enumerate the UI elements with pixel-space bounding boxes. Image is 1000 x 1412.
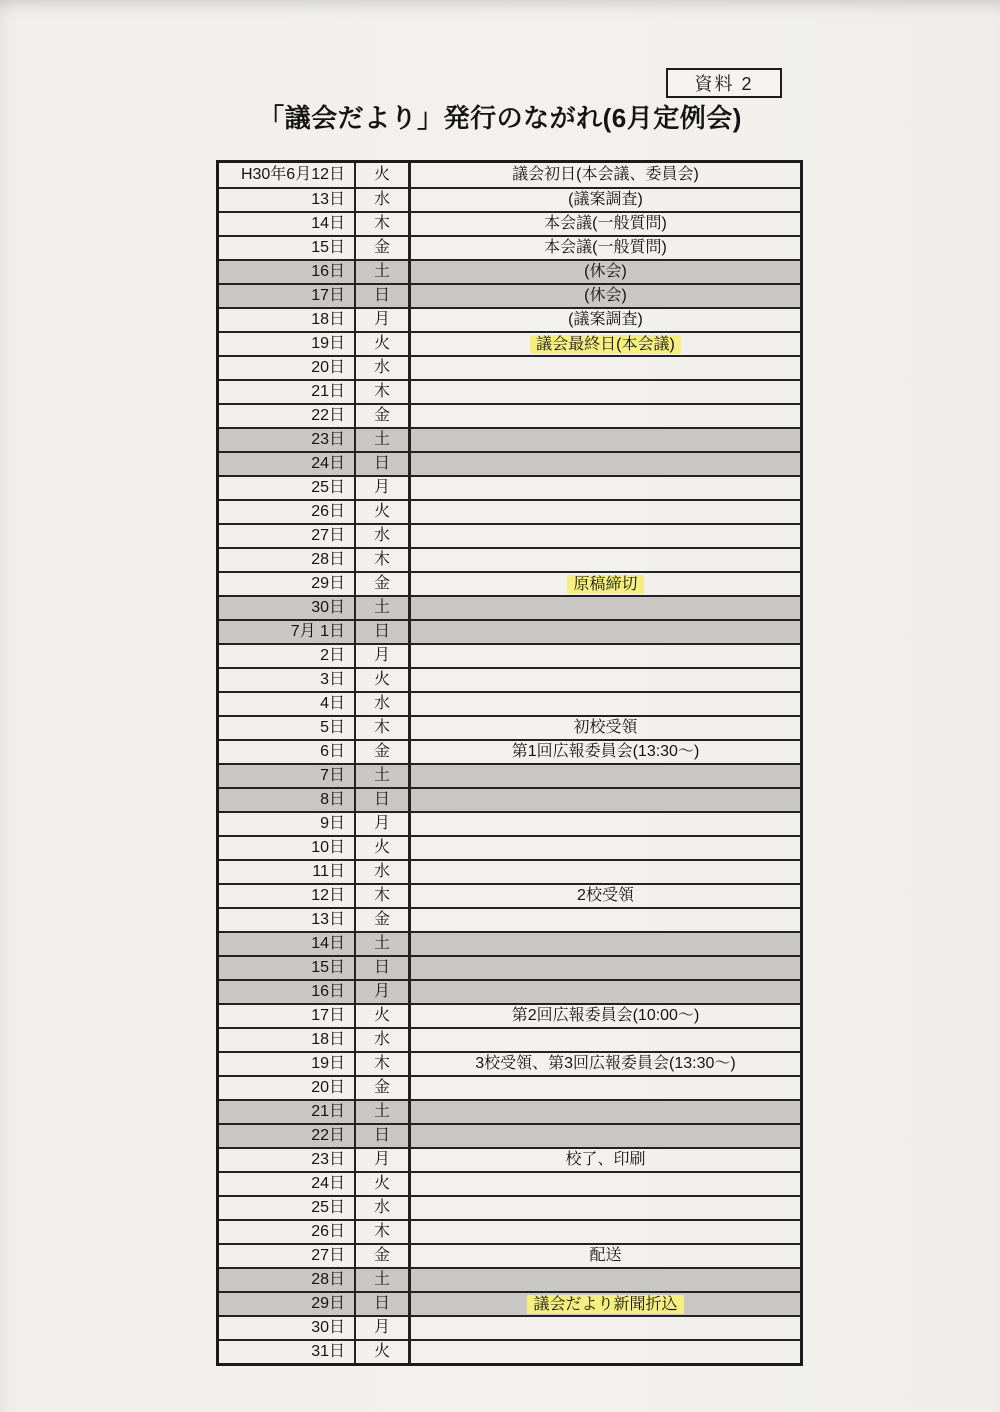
event-cell (411, 741, 800, 763)
weekday-cell: 月 (356, 309, 411, 331)
event-text: 配送 (589, 1247, 622, 1264)
date-cell: 15日 (219, 957, 356, 979)
event-cell (411, 549, 800, 571)
table-row (219, 979, 800, 1003)
event-text: 2校受領 (577, 887, 634, 904)
table-row (219, 1171, 800, 1195)
table-row (219, 1123, 800, 1147)
weekday-cell: 木 (356, 885, 411, 907)
event-text: 初校受領 (573, 719, 638, 736)
event-cell (411, 693, 800, 715)
table-row (219, 475, 800, 499)
table-row (219, 691, 800, 715)
event-cell (411, 1173, 800, 1195)
weekday-cell: 月 (356, 645, 411, 667)
table-row (219, 1147, 800, 1171)
weekday-cell: 日 (356, 1125, 411, 1147)
date-cell: 30日 (219, 597, 356, 619)
table-row (219, 739, 800, 763)
weekday-cell: 日 (356, 957, 411, 979)
date-cell: 8日 (219, 789, 356, 811)
weekday-cell: 金 (356, 741, 411, 763)
weekday-cell: 火 (356, 669, 411, 691)
event-cell (411, 237, 800, 259)
date-cell: 17日 (219, 1005, 356, 1027)
weekday-cell: 金 (356, 237, 411, 259)
table-row (219, 811, 800, 835)
table-row (219, 235, 800, 259)
date-cell: 27日 (219, 1245, 356, 1267)
weekday-cell: 金 (356, 573, 411, 595)
table-row (219, 1075, 800, 1099)
event-cell (411, 669, 800, 691)
date-cell: 31日 (219, 1341, 356, 1363)
table-row (219, 715, 800, 739)
event-cell (411, 477, 800, 499)
date-cell: 2日 (219, 645, 356, 667)
date-cell: 16日 (219, 981, 356, 1003)
date-cell: 24日 (219, 453, 356, 475)
date-cell: 13日 (219, 189, 356, 211)
event-cell (411, 1125, 800, 1147)
weekday-cell: 水 (356, 1029, 411, 1051)
weekday-cell: 金 (356, 909, 411, 931)
event-cell (411, 1029, 800, 1051)
weekday-cell: 火 (356, 501, 411, 523)
schedule-table (216, 160, 803, 1366)
weekday-cell: 木 (356, 717, 411, 739)
weekday-cell: 水 (356, 693, 411, 715)
event-cell (411, 765, 800, 787)
event-text: (休会) (584, 263, 627, 280)
weekday-cell: 金 (356, 1077, 411, 1099)
document-tag-label: 資料 2 (694, 74, 754, 94)
event-cell (411, 189, 800, 211)
date-cell: 28日 (219, 1269, 356, 1291)
event-cell (411, 1053, 800, 1075)
table-row (219, 187, 800, 211)
weekday-cell: 水 (356, 357, 411, 379)
date-cell: 22日 (219, 405, 356, 427)
date-cell: 23日 (219, 1149, 356, 1171)
date-cell: 28日 (219, 549, 356, 571)
date-cell: 13日 (219, 909, 356, 931)
weekday-cell: 水 (356, 1197, 411, 1219)
weekday-cell: 火 (356, 837, 411, 859)
event-cell (411, 525, 800, 547)
event-cell (411, 357, 800, 379)
event-cell (411, 957, 800, 979)
weekday-cell: 金 (356, 405, 411, 427)
event-cell (411, 309, 800, 331)
event-cell (411, 573, 800, 595)
event-cell (411, 597, 800, 619)
date-cell: 25日 (219, 1197, 356, 1219)
date-cell: 18日 (219, 309, 356, 331)
event-text: (休会) (584, 287, 627, 304)
weekday-cell: 月 (356, 813, 411, 835)
table-row (219, 667, 800, 691)
table-row (219, 355, 800, 379)
date-cell: 4日 (219, 693, 356, 715)
weekday-cell: 水 (356, 189, 411, 211)
date-cell: 11日 (219, 861, 356, 883)
event-text: 第1回広報委員会(13:30〜) (511, 743, 700, 760)
event-cell (411, 213, 800, 235)
page-title: 「議会だより」発行のながれ(6月定例会) (258, 103, 742, 133)
date-cell: 23日 (219, 429, 356, 451)
event-cell (411, 1245, 800, 1267)
date-cell: 30日 (219, 1317, 356, 1339)
table-row (219, 1027, 800, 1051)
weekday-cell: 日 (356, 621, 411, 643)
date-cell: 17日 (219, 285, 356, 307)
table-row (219, 787, 800, 811)
document-tag-box (666, 68, 782, 98)
event-cell (411, 1197, 800, 1219)
weekday-cell: 月 (356, 1149, 411, 1171)
date-cell: 16日 (219, 261, 356, 283)
table-row (219, 1099, 800, 1123)
event-cell (411, 429, 800, 451)
event-cell (411, 909, 800, 931)
table-row (219, 1195, 800, 1219)
event-text-highlighted: 原稿締切 (567, 575, 643, 594)
date-cell: 15日 (219, 237, 356, 259)
event-cell (411, 813, 800, 835)
weekday-cell: 日 (356, 1293, 411, 1315)
date-cell: 5日 (219, 717, 356, 739)
table-row (219, 955, 800, 979)
weekday-cell: 土 (356, 1269, 411, 1291)
event-cell (411, 163, 800, 187)
weekday-cell: 日 (356, 789, 411, 811)
event-cell (411, 981, 800, 1003)
event-text: (議案調査) (568, 311, 643, 328)
table-row (219, 451, 800, 475)
weekday-cell: 火 (356, 163, 411, 187)
date-cell: H30年6月12日 (219, 163, 356, 187)
weekday-cell: 水 (356, 861, 411, 883)
date-cell: 21日 (219, 1101, 356, 1123)
date-cell: 10日 (219, 837, 356, 859)
weekday-cell: 土 (356, 765, 411, 787)
weekday-cell: 木 (356, 1053, 411, 1075)
event-cell (411, 1293, 800, 1315)
weekday-cell: 火 (356, 1005, 411, 1027)
event-text: 本会議(一般質問) (544, 239, 667, 256)
event-text: 第2回広報委員会(10:00〜) (511, 1007, 700, 1024)
event-cell (411, 285, 800, 307)
table-row (219, 1219, 800, 1243)
event-text: 校了、印刷 (565, 1151, 646, 1168)
table-row (219, 1339, 800, 1363)
event-cell (411, 885, 800, 907)
weekday-cell: 火 (356, 333, 411, 355)
date-cell: 20日 (219, 1077, 356, 1099)
table-row (219, 379, 800, 403)
event-text-highlighted: 議会だより新聞折込 (527, 1295, 683, 1314)
date-cell: 29日 (219, 573, 356, 595)
event-text: (議案調査) (568, 191, 643, 208)
weekday-cell: 日 (356, 453, 411, 475)
date-cell: 29日 (219, 1293, 356, 1315)
weekday-cell: 木 (356, 213, 411, 235)
event-text: 議会初日(本会議、委員会) (512, 166, 699, 183)
weekday-cell: 月 (356, 477, 411, 499)
event-cell (411, 453, 800, 475)
table-row (219, 499, 800, 523)
date-cell: 14日 (219, 933, 356, 955)
date-cell: 26日 (219, 501, 356, 523)
table-row (219, 523, 800, 547)
event-cell (411, 1269, 800, 1291)
table-row (219, 907, 800, 931)
event-cell (411, 405, 800, 427)
event-cell (411, 1317, 800, 1339)
event-text-highlighted: 議会最終日(本会議) (530, 335, 681, 354)
table-row (219, 283, 800, 307)
weekday-cell: 木 (356, 549, 411, 571)
date-cell: 9日 (219, 813, 356, 835)
event-cell (411, 933, 800, 955)
event-cell (411, 333, 800, 355)
event-text: 3校受領、第3回広報委員会(13:30〜) (475, 1055, 736, 1072)
date-cell: 22日 (219, 1125, 356, 1147)
date-cell: 7日 (219, 765, 356, 787)
event-cell (411, 645, 800, 667)
weekday-cell: 木 (356, 1221, 411, 1243)
weekday-cell: 木 (356, 381, 411, 403)
date-cell: 18日 (219, 1029, 356, 1051)
table-row (219, 571, 800, 595)
event-cell (411, 1101, 800, 1123)
date-cell: 25日 (219, 477, 356, 499)
table-row (219, 763, 800, 787)
date-cell: 3日 (219, 669, 356, 691)
event-cell (411, 789, 800, 811)
date-cell: 19日 (219, 1053, 356, 1075)
table-row (219, 259, 800, 283)
date-cell: 24日 (219, 1173, 356, 1195)
weekday-cell: 土 (356, 1101, 411, 1123)
table-row (219, 643, 800, 667)
table-row (219, 163, 800, 187)
event-text: 本会議(一般質問) (544, 215, 667, 232)
table-row (219, 1291, 800, 1315)
table-row (219, 403, 800, 427)
table-row (219, 1315, 800, 1339)
event-cell (411, 1005, 800, 1027)
event-cell (411, 1077, 800, 1099)
table-row (219, 1051, 800, 1075)
date-cell: 26日 (219, 1221, 356, 1243)
weekday-cell: 月 (356, 1317, 411, 1339)
date-cell: 12日 (219, 885, 356, 907)
weekday-cell: 火 (356, 1341, 411, 1363)
table-row (219, 211, 800, 235)
date-cell: 27日 (219, 525, 356, 547)
event-cell (411, 381, 800, 403)
weekday-cell: 火 (356, 1173, 411, 1195)
date-cell: 6日 (219, 741, 356, 763)
event-cell (411, 717, 800, 739)
table-row (219, 1267, 800, 1291)
event-cell (411, 621, 800, 643)
table-row (219, 619, 800, 643)
weekday-cell: 土 (356, 597, 411, 619)
weekday-cell: 土 (356, 429, 411, 451)
event-cell (411, 501, 800, 523)
event-cell (411, 861, 800, 883)
event-cell (411, 837, 800, 859)
table-row (219, 595, 800, 619)
event-cell (411, 1221, 800, 1243)
event-cell (411, 1149, 800, 1171)
table-row (219, 427, 800, 451)
table-row (219, 883, 800, 907)
weekday-cell: 日 (356, 285, 411, 307)
event-cell (411, 261, 800, 283)
date-cell: 20日 (219, 357, 356, 379)
date-cell: 19日 (219, 333, 356, 355)
table-row (219, 307, 800, 331)
table-row (219, 331, 800, 355)
table-row (219, 835, 800, 859)
weekday-cell: 金 (356, 1245, 411, 1267)
weekday-cell: 水 (356, 525, 411, 547)
weekday-cell: 土 (356, 933, 411, 955)
table-row (219, 547, 800, 571)
table-row (219, 931, 800, 955)
date-cell: 14日 (219, 213, 356, 235)
event-cell (411, 1341, 800, 1363)
table-row (219, 1243, 800, 1267)
table-row (219, 1003, 800, 1027)
date-cell: 21日 (219, 381, 356, 403)
date-cell: 7月 1日 (219, 621, 356, 643)
table-row (219, 859, 800, 883)
weekday-cell: 月 (356, 981, 411, 1003)
weekday-cell: 土 (356, 261, 411, 283)
